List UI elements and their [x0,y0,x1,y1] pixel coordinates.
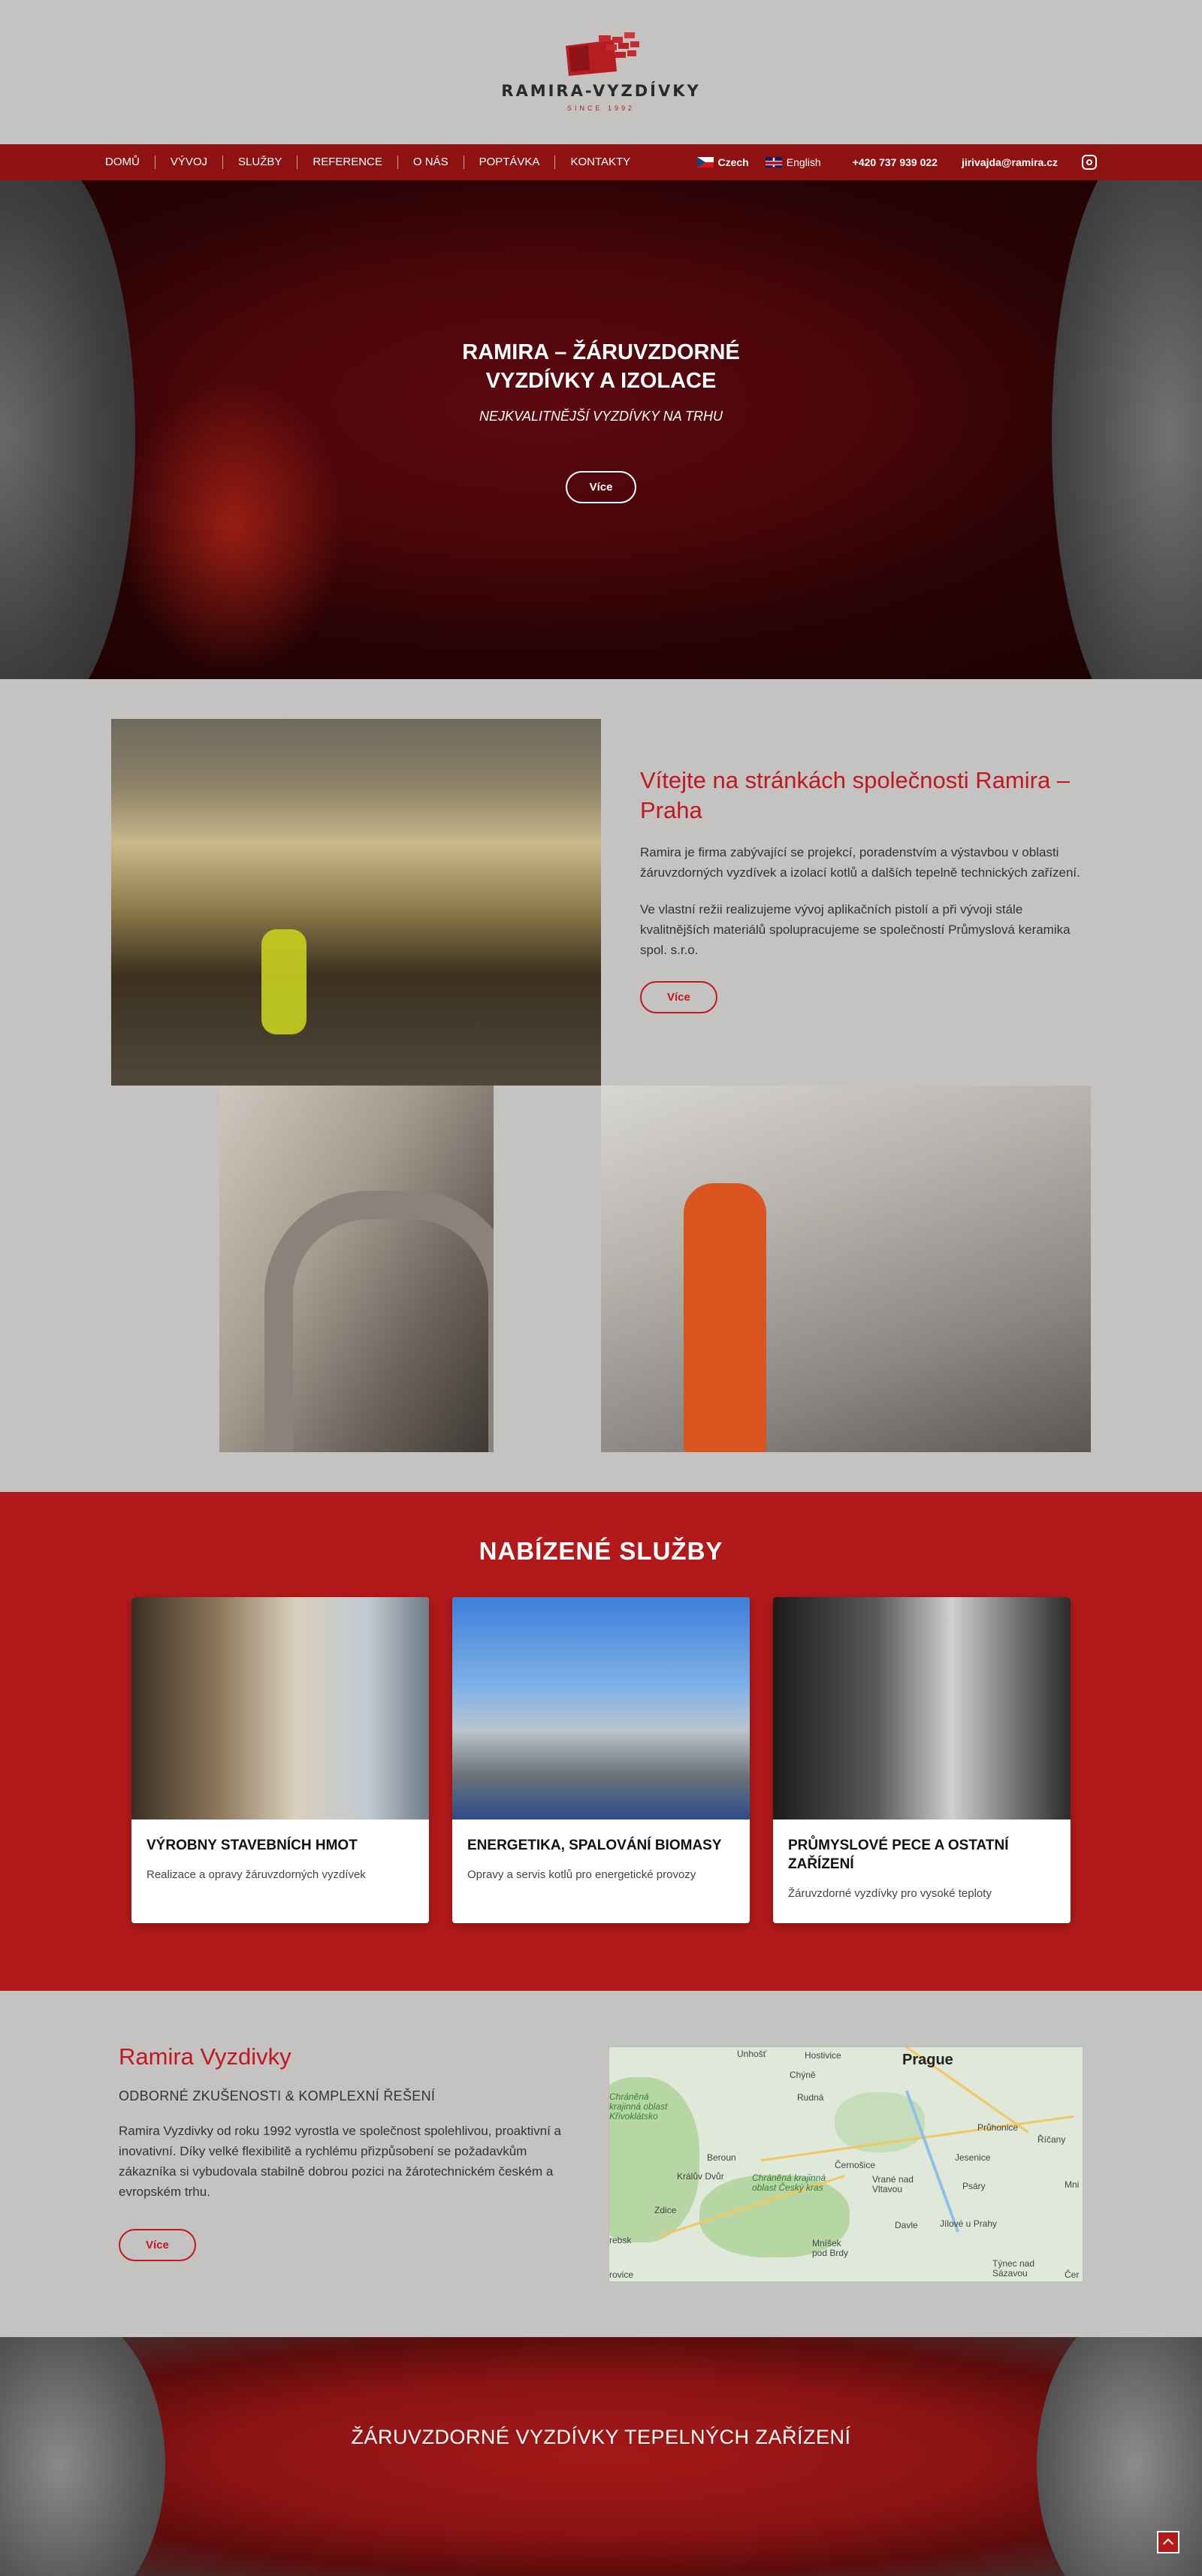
map-label: Jesenice [955,2152,991,2163]
nav-right [697,155,1098,170]
hero-more-button[interactable]: Více [566,471,637,503]
welcome-paragraph-2: Ve vlastní režii realizujeme vývoj aplikačních pistolí a při vývoji stále kvalitnějších materiálů spolupracujeme se společností Průmyslová keramika spol. s.r.o. [640,902,1071,957]
map-label: Jílové u Prahy [940,2218,998,2229]
about-title: Ramira Vyzdivky [119,2043,291,2070]
logo-since: SINCE 1992 [566,104,636,112]
map-label: rebsk [609,2235,632,2245]
service-description: Žáruvzdorné vyzdívky pro vysoké teploty [788,1887,992,1900]
location-map[interactable] [609,2046,1083,2282]
banner-stone-left [0,2337,165,2576]
hero-title: RAMIRA – ŽÁRUVZDORNÉ VYZDÍVKY A IZOLACE [462,340,740,393]
nav-menu [105,156,645,169]
about-paragraph: Ramira Vyzdivky od roku 1992 vyrostla ve společnost spolehlivou, proaktivní a inovativní. Díky velké flexibilitě a rychlému přizpůsobení se požadavkům zákazníka si vybudovala stabilně dobrou pozici na žárotechnickém českém a evropském trhu. [119,2124,561,2199]
banner-text: ŽÁRUVZDORNÉ VYZDÍVKY TEPELNÝCH ZAŘÍZENÍ [351,2426,851,2448]
nav-item-o-nas[interactable]: O NÁS [398,156,464,169]
lang-english[interactable] [766,156,821,168]
map-label: Říčany [1037,2134,1066,2145]
nav-item-sluzby[interactable]: SLUŽBY [223,156,297,169]
map-label: Chráněná krajinná oblast Křivoklátsko [609,2091,668,2122]
service-image [131,1597,429,1820]
services-cards [131,1597,1071,1923]
service-title: ENERGETIKA, SPALOVÁNÍ BIOMASY [467,1838,722,1853]
map-label: Davle [895,2220,918,2230]
map-label: Zdice [654,2205,677,2215]
map-label: Vrané nad Vltavou [872,2174,914,2194]
map-label: Týnec nad Sázavou [992,2258,1035,2279]
map-label: Čer [1065,2269,1080,2280]
scroll-to-top-icon[interactable] [1157,2531,1179,2553]
arch-lining-photo [219,1086,494,1452]
service-description: Realizace a opravy žáruvzdorných vyzdívek [146,1868,366,1881]
welcome-title: Vítejte na stránkách společnosti Ramira – Praha [640,767,1071,823]
map-label: Unhošť [737,2049,767,2059]
map-label: Rudná [797,2092,824,2103]
service-card-energy[interactable] [452,1597,750,1923]
hero-subtitle: NEJKVALITNĚJŠÍ VYZDÍVKY NA TRHU [479,409,723,424]
service-card-building-materials[interactable] [131,1597,429,1923]
hero-section [0,180,1202,679]
lang-english-label: English [786,156,821,168]
main-navigation [0,144,1202,180]
nav-item-domu[interactable]: DOMŮ [105,156,156,169]
about-text [119,2043,569,2261]
services-section [0,1492,1202,1991]
welcome-paragraph-1: Ramira je firma zabývající se projekcí, poradenstvím a výstavbou v oblasti žáruvzdorných vyzdívek a izolací kotlů a dalších tepelně technických zařízení. [640,845,1080,880]
bottom-banner [0,2337,1202,2576]
map-label: Beroun [707,2152,736,2163]
instagram-icon[interactable] [1082,155,1097,170]
service-title: PRŮMYSLOVÉ PECE A OSTATNÍ ZAŘÍZENÍ [788,1838,1009,1872]
service-card-body [773,1820,1071,1923]
service-description: Opravy a servis kotlů pro energetické provozy [467,1868,696,1881]
service-card-body [131,1820,429,1904]
map-label: Chráněná krajinná oblast Český kras [752,2173,826,2193]
map-label: Hostivice [805,2050,841,2061]
email-link[interactable]: jirivajda@ramira.cz [961,156,1058,168]
map-label: Králův Dvůr [677,2171,724,2182]
nav-item-vyvoj[interactable]: VÝVOJ [156,156,223,169]
services-title: NABÍZENÉ SLUŽBY [479,1537,723,1565]
map-label: Černošice [835,2160,876,2170]
czech-flag-icon [697,157,714,168]
map-label: Průhonice [977,2122,1019,2133]
nav-item-kontakty[interactable]: KONTAKTY [570,156,631,168]
map-label: Psáry [962,2181,986,2191]
nav-item-poptavka[interactable]: POPTÁVKA [464,156,556,169]
logo-text[interactable]: RAMIRA-VYZDÍVKY [501,82,701,100]
lang-czech[interactable] [697,156,749,168]
uk-flag-icon [766,157,782,168]
welcome-more-button[interactable]: Více [640,981,717,1013]
map-label: Chýně [790,2070,816,2080]
nav-item-reference[interactable]: REFERENCE [297,156,398,169]
service-card-body [452,1820,750,1904]
welcome-section [0,679,1202,1492]
spraying-worker-photo [601,1086,1091,1452]
hero-content [0,338,1202,503]
map-river [905,2090,959,2232]
lang-czech-label: Czech [717,156,749,168]
brick-logo-icon[interactable] [560,32,642,76]
about-more-button[interactable]: Více [119,2229,196,2261]
site-header [0,0,1202,144]
furnace-worker-photo [111,719,601,1086]
map-label-prague: Prague [902,2052,953,2068]
map-label: rovice [609,2269,634,2280]
map-label: Mníšek pod Brdy [812,2238,849,2258]
service-title: VÝROBNY STAVEBNÍCH HMOT [146,1838,358,1853]
about-subtitle: ODBORNÉ ZKUŠENOSTI & KOMPLEXNÍ ŘEŠENÍ [119,2088,436,2103]
map-label: Mni [1065,2179,1080,2190]
about-section [0,1991,1202,2337]
service-image [452,1597,750,1820]
service-image [773,1597,1071,1820]
phone-link[interactable]: +420 737 939 022 [852,156,938,168]
welcome-text [640,766,1091,1013]
service-card-industrial-furnaces[interactable] [773,1597,1071,1923]
